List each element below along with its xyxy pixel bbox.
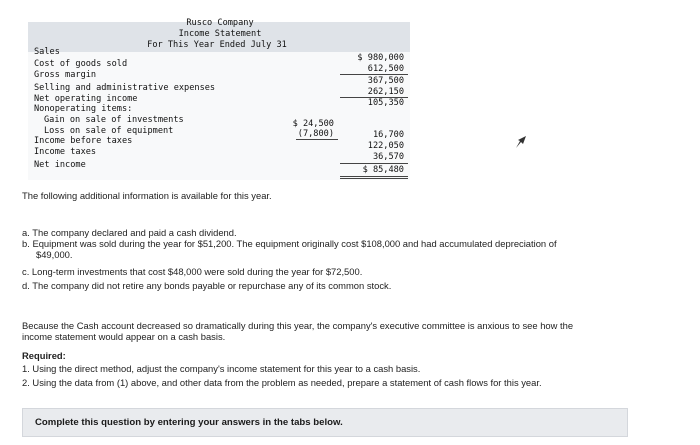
row-label-net-operating: Net operating income [34, 94, 138, 104]
value-gain-investments: $ 24,500 [292, 119, 334, 129]
info-text: Equipment was sold during the year for $51,200. The equipment originally cost $108,000 and had accumulated depreciation of [32, 238, 557, 249]
value-income-taxes: 36,570 [372, 152, 404, 162]
value-cogs: 612,500 [367, 64, 404, 74]
statement-period: For This Year Ended July 31 [147, 40, 287, 50]
value-income-before-taxes: 122,050 [367, 141, 404, 151]
value-net-operating: 105,350 [367, 98, 404, 108]
value-gross-margin: 367,500 [367, 76, 404, 86]
value-net-income: $ 85,480 [362, 165, 404, 175]
instruction-banner [22, 408, 628, 437]
value-loss-equipment: (7,800) [297, 129, 334, 139]
required-heading: Required: [22, 350, 66, 361]
context-line-2: income statement would appear on a cash basis. [22, 331, 226, 342]
value-sales: $ 980,000 [357, 53, 404, 63]
info-item-d [22, 280, 391, 291]
rule-net-income [340, 163, 408, 164]
rule-inner-subtotal [296, 139, 338, 140]
row-label-net-income: Net income [34, 160, 86, 170]
row-label-loss-equipment: Loss on sale of equipment [44, 126, 174, 136]
required-item-1: 1. Using the direct method, adjust the company's income statement for this year to a cash basis. [22, 363, 421, 374]
row-label-sales: Sales [34, 47, 60, 57]
value-nonoperating-total: 16,700 [372, 130, 404, 140]
mouse-cursor-icon [515, 135, 527, 154]
row-label-gain-investments: Gain on sale of investments [44, 115, 184, 125]
row-label-income-before-taxes: Income before taxes [34, 136, 133, 146]
row-label-nonoperating: Nonoperating items: [34, 104, 133, 114]
instruction-banner-text: Complete this question by entering your answers in the tabs below. [35, 417, 343, 428]
row-label-gross-margin: Gross margin [34, 70, 97, 80]
intro-text: The following additional information is available for this year. [22, 190, 272, 201]
rule-gross-margin [340, 74, 408, 75]
required-item-2: 2. Using the data from (1) above, and other data from the problem as needed, prepare a statement of cash flows for this year. [22, 377, 542, 388]
info-marker: b. [22, 238, 30, 249]
info-marker: a. [22, 227, 30, 238]
info-item-b [22, 238, 557, 249]
info-text: Long-term investments that cost $48,000 were sold during the year for $72,500. [31, 266, 363, 277]
context-line-1: Because the Cash account decreased so dramatically during this year, the company's executive committee is anxious to see how the [22, 320, 574, 331]
row-label-selling-admin: Selling and administrative expenses [34, 83, 216, 93]
value-selling-admin: 262,150 [367, 87, 404, 97]
double-rule-net-income [340, 176, 408, 179]
info-text: The company did not retire any bonds payable or repurchase any of its common stock. [32, 280, 392, 291]
info-text: The company declared and paid a cash dividend. [32, 227, 237, 238]
statement-title: Income Statement [178, 29, 262, 39]
info-item-b-continuation: $49,000. [36, 249, 73, 260]
info-marker: d. [22, 280, 30, 291]
row-label-income-taxes: Income taxes [34, 147, 97, 157]
info-marker: c. [22, 266, 30, 277]
info-item-a [22, 227, 237, 238]
company-name: Rusco Company [186, 18, 254, 28]
row-label-cogs: Cost of goods sold [34, 59, 128, 69]
info-item-c [22, 266, 362, 277]
